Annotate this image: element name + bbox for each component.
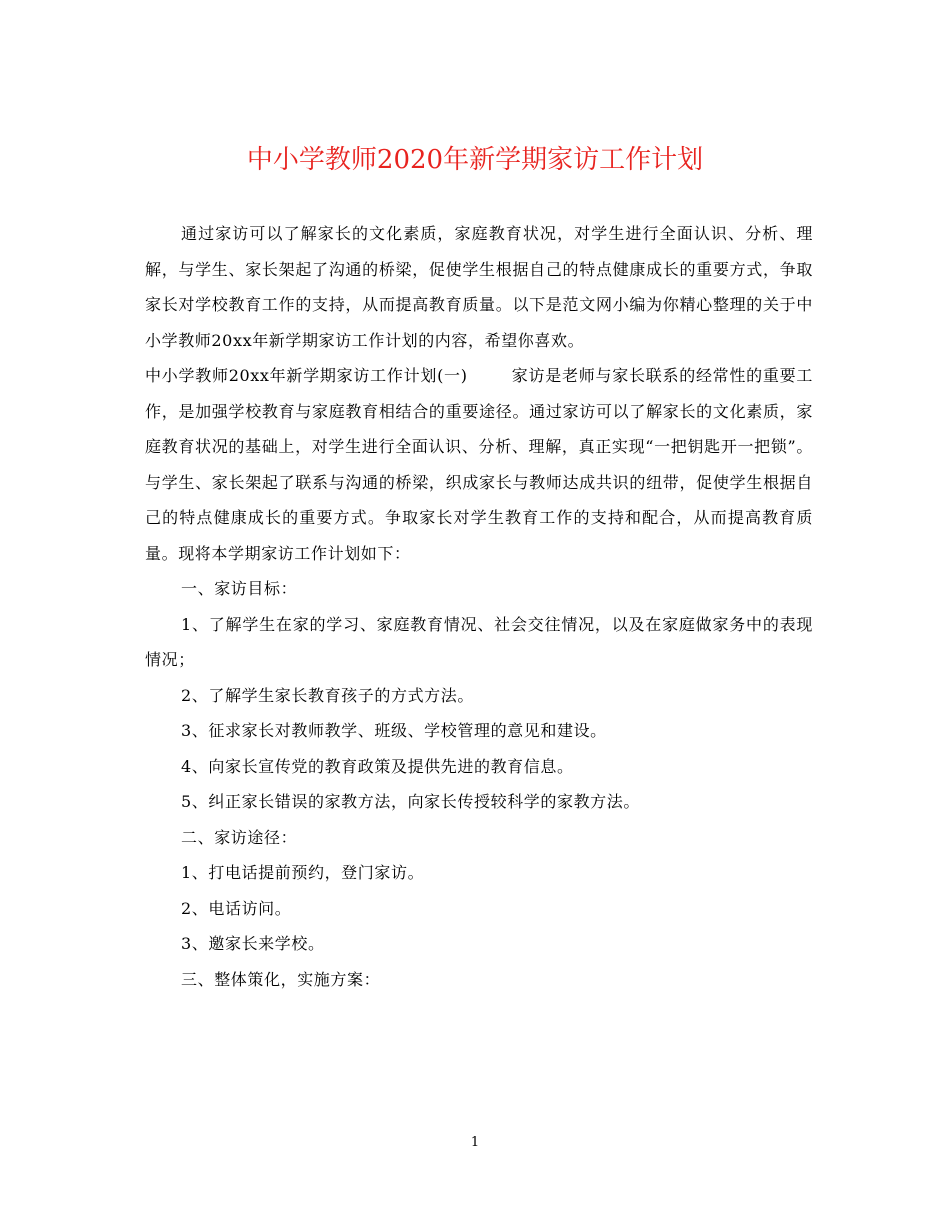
list-item-channel-2: 2、电话访问。 [181,898,292,918]
list-item-channel-3: 3、邀家长来学校。 [181,934,325,953]
document-body [145,216,813,997]
page-number: 1 [470,1135,480,1150]
list-item-goal-1: 1、了解学生在家的学习、家庭教育情况、社会交往情况，以及在家庭做家务中的表现情况； [145,614,813,669]
list-item-goal-5: 5、纠正家长错误的家教方法，向家长传授较科学的家教方法。 [181,792,640,811]
section-paragraph [145,358,813,571]
list-item-plan-heading: 三、整体策化，实施方案： [181,969,381,989]
section-body: 家访是老师与家长联系的经常性的重要工作，是加强学校教育与家庭教育相结合的重要途径。通过家访可以了解家长的文化素质，家庭教育状况的基础上，对学生进行全面认识、分析、理解，真正实现“一把钥匙开一把锁”。与学生、家长架起了联系与沟通的桥梁，织成家长与教师达成共识的纽带，促使学生根据自己的特点健康成长的重要方式。争取家长对学生教育工作的支持和配合，从而提高教育质量。现将本学期家访工作计划如下： [145,366,813,563]
intro-paragraph: 通过家访可以了解家长的文化素质，家庭教育状况，对学生进行全面认识、分析、理解，与学生、家长架起了沟通的桥梁，促使学生根据自己的特点健康成长的重要方式，争取家长对学校教育工作的支持，从而提高教育质量。以下是范文网小编为你精心整理的关于中小学教师20xx年新学期家访工作计划的内容，希望你喜欢。 [145,224,813,350]
list-item-goals-heading: 一、家访目标： [181,579,298,598]
document-title: 中小学教师2020年新学期家访工作计划 [246,145,704,175]
list-item-goal-2: 2、了解学生家长教育孩子的方式方法。 [181,685,474,705]
list-item-goal-4: 4、向家长宣传党的教育政策及提供先进的教育信息。 [181,756,574,776]
list-item-channels-heading: 二、家访途径： [181,827,298,847]
list-item-goal-3: 3、征求家长对教师教学、班级、学校管理的意见和建设。 [181,721,607,740]
section-heading: 中小学教师20xx年新学期家访工作计划(一) [145,366,468,385]
list-item-channel-1: 1、打电话提前预约，登门家访。 [181,863,425,882]
